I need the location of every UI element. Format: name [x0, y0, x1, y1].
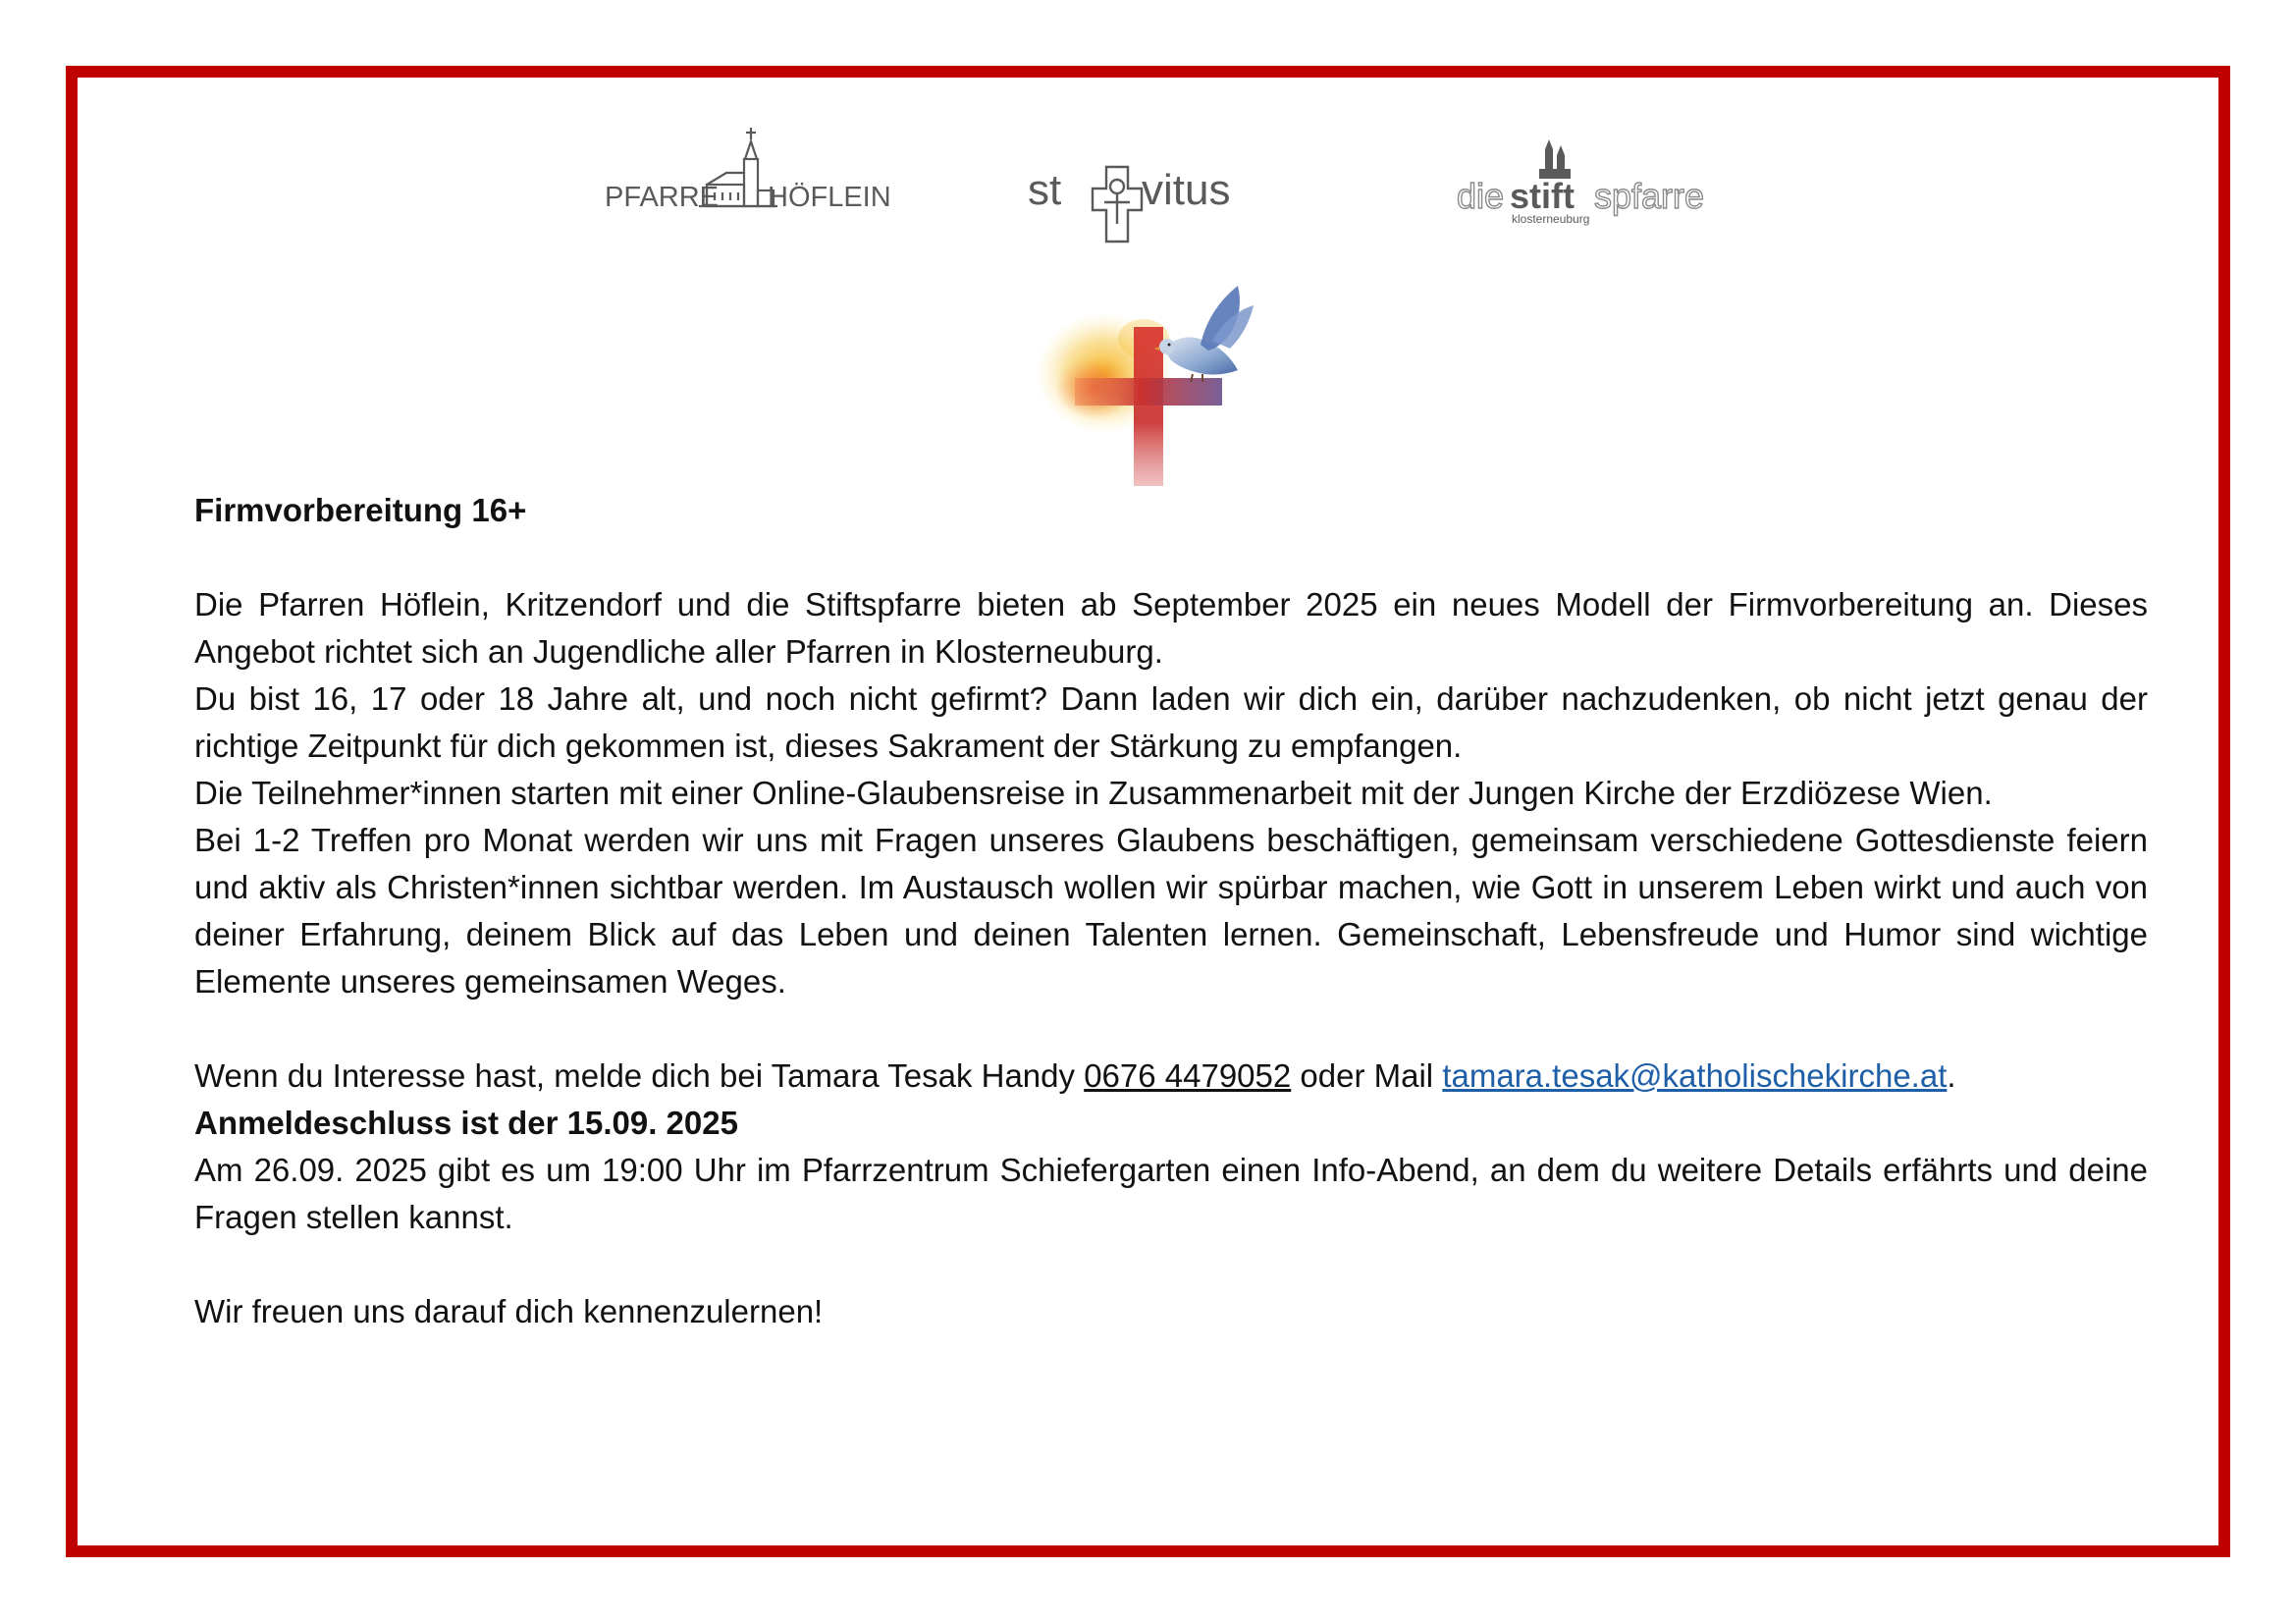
- document-body: [194, 487, 2148, 1335]
- stifts-logo-part3: spfarre: [1594, 176, 1705, 216]
- closing-line: Wir freuen uns darauf dich kennenzulernen!: [194, 1293, 824, 1329]
- info-evening-paragraph: Am 26.09. 2025 gibt es um 19:00 Uhr im Pfarrzentrum Schiefergarten einen Info-Abend, an dem du weitere Details erfährts und deine Fragen stellen kannst.: [194, 1152, 2148, 1235]
- abbey-towers-icon: [1539, 139, 1571, 179]
- online-journey-paragraph: Die Teilnehmer*innen starten mit einer Online-Glaubensreise in Zusammenarbeit mit der Jungen Kirche der Erzdiözese Wien.: [194, 775, 1993, 811]
- spacer: [194, 1005, 2148, 1053]
- intro-paragraph: Die Pfarren Höflein, Kritzendorf und die Stiftspfarre bieten ab September 2025 ein neues Modell der Firmvorbereitung an. Dieses Angebot richtet sich an Jugendliche aller Pfarren in Klosterneuburg.: [194, 586, 2148, 670]
- hoeflein-logo-left-text: PFARRE: [605, 182, 720, 213]
- contact-suffix: .: [1947, 1057, 1956, 1094]
- cross-dove-illustration: [1036, 280, 1281, 491]
- document-title: Firmvorbereitung 16+: [194, 492, 527, 528]
- stifts-logo-part1: die: [1457, 176, 1505, 216]
- contact-prefix: Wenn du Interesse hast, melde dich bei Tamara Tesak Handy: [194, 1057, 1085, 1094]
- contact-line: [194, 1053, 2148, 1100]
- st-vitus-logo: [1026, 126, 1310, 253]
- email-link[interactable]: tamara.tesak@katholischekirche.at: [1442, 1057, 1948, 1094]
- logo-row: [0, 126, 2296, 253]
- cross-horizontal-bar: [1075, 378, 1222, 406]
- registration-deadline: Anmeldeschluss ist der 15.09. 2025: [194, 1105, 738, 1141]
- cross-emblem-icon: [1093, 167, 1142, 242]
- pfarre-hoeflein-logo: [601, 126, 895, 253]
- vitus-logo-right-text: vitus: [1142, 166, 1231, 214]
- stifts-logo-part2: stift: [1510, 176, 1575, 216]
- meetings-paragraph: Bei 1-2 Treffen pro Monat werden wir uns mit Fragen unseres Glaubens beschäftigen, gemeinsam verschiedene Gottesdienste feiern und aktiv als Christen*innen sichtbar werden. Im Austausch wollen wir spürbar machen, wie Gott in unserem Leben wirkt und auch von deiner Erfahrung, deinem Blick auf das Leben und deinen Talenten lernen. Gemeinschaft, Lebensfreude und Humor sind wichtige Elemente unseres gemeinsamen Weges.: [194, 822, 2148, 1000]
- spacer: [194, 1241, 2148, 1288]
- cross-vertical-bar: [1134, 327, 1163, 486]
- stifts-logo-subtitle: klosterneuburg: [1512, 212, 1590, 226]
- phone-link[interactable]: 0676 4479052: [1084, 1057, 1292, 1094]
- stiftspfarre-logo: [1455, 126, 1739, 253]
- contact-middle: oder Mail: [1291, 1057, 1443, 1094]
- spacer: [194, 534, 2148, 581]
- vitus-logo-left-text: st: [1028, 166, 1062, 214]
- hoeflein-logo-right-text: HÖFLEIN: [768, 182, 891, 213]
- age-paragraph: Du bist 16, 17 oder 18 Jahre alt, und noch nicht gefirmt? Dann laden wir dich ein, darüber nachzudenken, ob nicht jetzt genau der richtige Zeitpunkt für dich gekommen ist, dieses Sakrament der Stärkung zu empfangen.: [194, 680, 2148, 764]
